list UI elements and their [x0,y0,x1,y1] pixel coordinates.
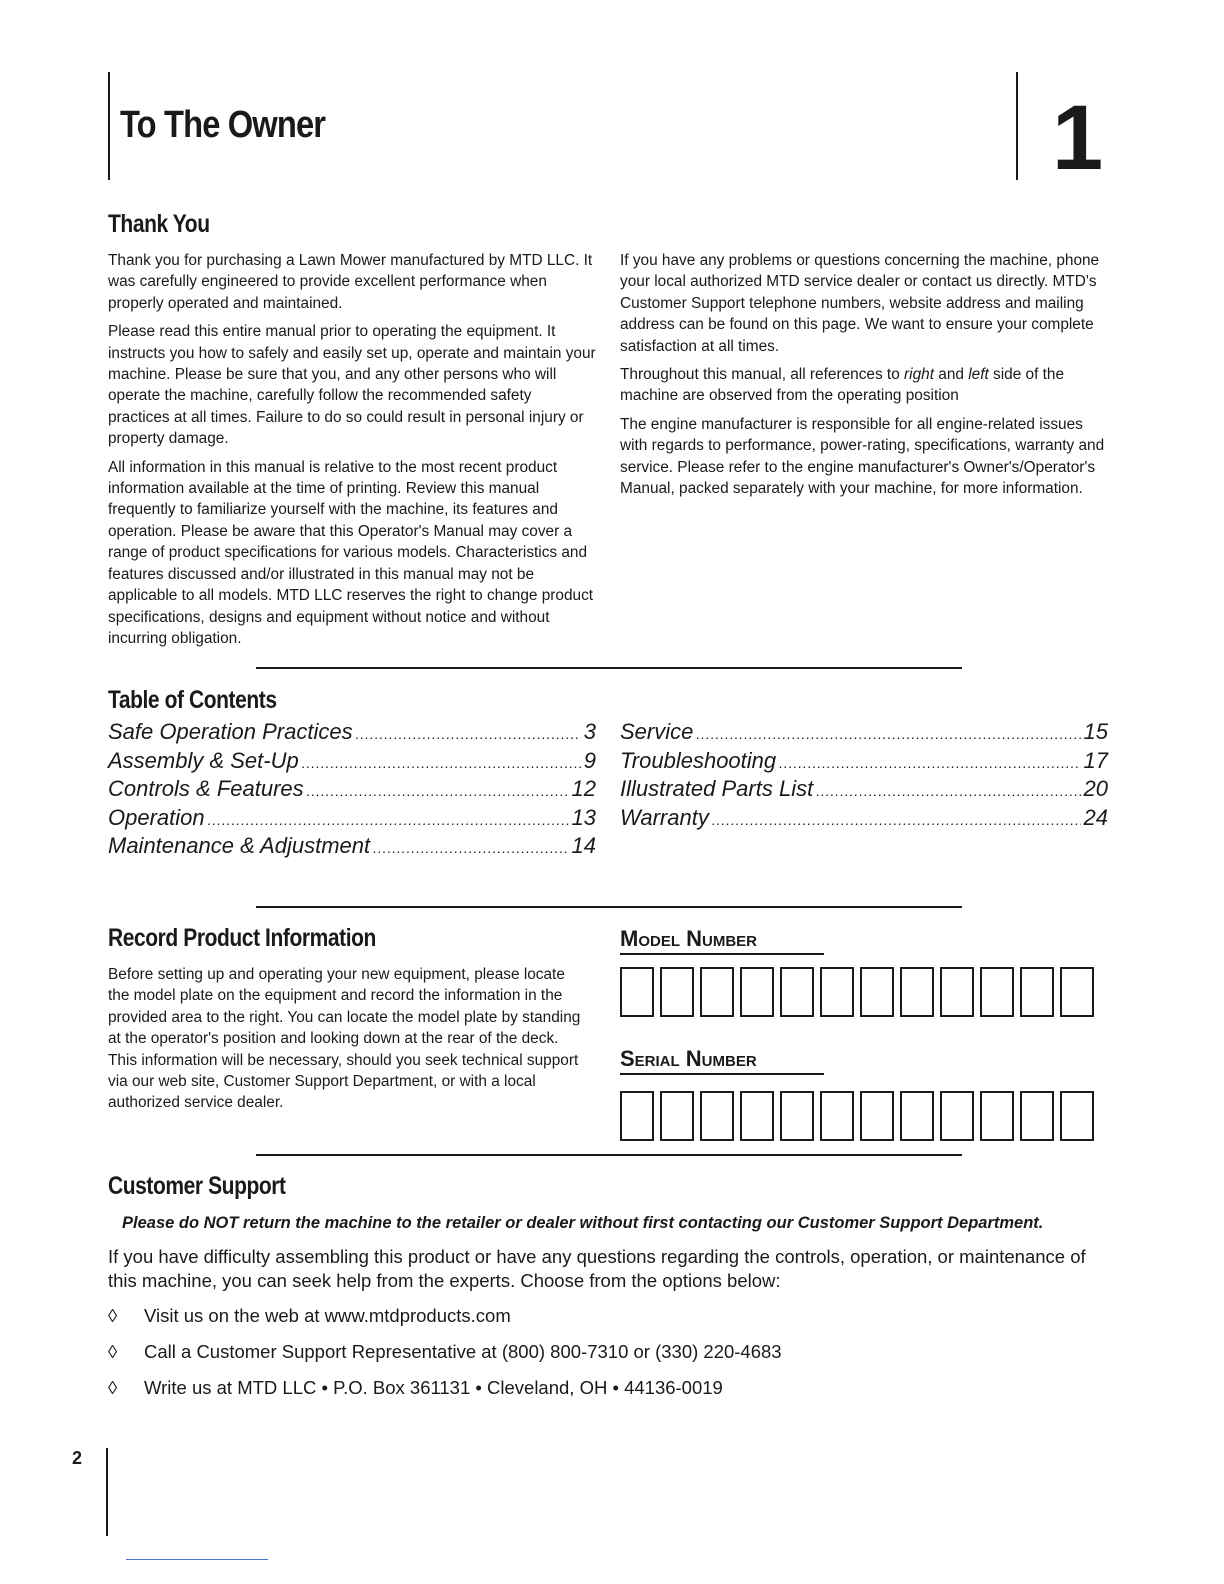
toc-leader-dots [307,775,569,806]
toc-left-column [108,718,596,861]
model-digit-box[interactable] [660,967,694,1017]
serial-digit-box[interactable] [660,1091,694,1141]
serial-digit-box[interactable] [940,1091,974,1141]
thank-you-left-column [108,250,596,656]
diamond-bullet-icon: ◊ [108,1305,118,1326]
toc-entry[interactable] [620,718,1108,747]
thank-you-paragraph: If you have any problems or questions concerning the machine, phone your local authorized MTD service dealer or contact us directly. MTD's Customer Support telephone numbers, website address and mailing address can be found on this page. We want to ensure your complete satisfaction at all times. [620,252,1100,355]
chapter-title: To The Owner [120,104,326,146]
model-digit-box[interactable] [700,967,734,1017]
toc-entry-title: Illustrated Parts List [620,776,814,801]
thank-you-paragraph-sides [620,364,1108,407]
header-right-bar [1016,72,1018,180]
sides-text-before: Throughout this manual, all references to [620,366,905,384]
model-digit-box[interactable] [860,967,894,1017]
toc-entry-title: Safe Operation Practices [108,719,353,744]
toc-leader-dots [696,718,1080,749]
toc-entry[interactable] [620,775,1108,804]
toc-entry-page: 17 [1083,747,1108,773]
toc-entry-title: Warranty [620,804,709,830]
model-digit-box[interactable] [620,967,654,1017]
toc-entry[interactable] [108,747,596,776]
support-notice: Please do NOT return the machine to the retailer or dealer without first contacting our Customer Support Department. [122,1214,1044,1232]
model-digit-box[interactable] [780,967,814,1017]
record-text: Before setting up and operating your new equipment, please locate the model plate on the equipment and record the information in the provided area to the right. You can locate the model plate by standing at the operator's position and looking down at the rear of the deck. This information will be necessary, should you seek technical support via our web site, Customer Support Department, or with a local authorized service dealer. [108,966,581,1112]
toc-leader-dots [302,747,581,778]
toc-entry-page: 15 [1083,719,1108,744]
toc-entry-page: 13 [571,804,596,830]
serial-number-label: Serial Number [620,1046,757,1071]
thank-you-paragraph: The engine manufacturer is responsible for all engine-related issues with regards to performance, power-rating, specifications, warranty and service. Please refer to the engine manufacturer's Owner's/Operator's Manual, packed separately with your machine, for more information. [620,415,1105,498]
support-option [108,1377,723,1399]
serial-digit-box[interactable] [900,1091,934,1141]
model-number-underline [620,953,824,955]
toc-entry-title: Service [620,719,694,744]
section-divider [256,667,962,669]
support-intro: If you have difficulty assembling this product or have any questions regarding the controls, operation, or maintenance of this machine, you can seek help from the experts. Choose from the options below: [108,1246,1086,1291]
serial-digit-box[interactable] [780,1091,814,1141]
footer-link-line [126,1559,268,1560]
diamond-bullet-icon: ◊ [108,1377,118,1398]
serial-digit-box[interactable] [1020,1091,1054,1141]
toc-entry[interactable] [108,804,596,833]
thank-you-right-column [620,250,1108,506]
toc-entry-title: Assembly & Set-Up [108,747,299,773]
support-option-text: Write us at MTD LLC • P.O. Box 361131 • Cleveland, OH • 44136-0019 [144,1377,723,1398]
thank-you-paragraph: Thank you for purchasing a Lawn Mower manufactured by MTD LLC. It was carefully engineered to provide excellent performance when properly operated and maintained. [108,252,593,312]
toc-entry-title: Troubleshooting [620,747,777,773]
section-divider [256,906,962,908]
thank-you-paragraph: Please read this entire manual prior to operating the equipment. It instructs you how to safely and easily set up, operate and maintain your machine. Please be sure that you, and any other persons who will operate the machine, carefully follow the recommended safety practices at all times. Failure to do so could result in personal injury or property damage. [108,323,596,448]
support-option-text[interactable]: Visit us on the web at www.mtdproducts.com [144,1305,511,1326]
header-left-bar [108,72,110,180]
thank-you-paragraph: All information in this manual is relative to the most recent product information available at the time of printing. Review this manual frequently to familiarize yourself with the machine, its features and operation. Please be aware that this Operator's Manual may cover a range of product specifications for various models. Characteristics and features discussed and/or illustrated in this manual may not be applicable to all models. MTD LLC reserves the right to change product specifications, designs and equipment without notice and without incurring obligation. [108,458,594,647]
toc-entry[interactable] [620,804,1108,833]
serial-number-underline [620,1073,824,1075]
toc-leader-dots [356,718,581,749]
toc-entry-title: Operation [108,804,205,830]
model-digit-box[interactable] [1060,967,1094,1017]
model-digit-box[interactable] [900,967,934,1017]
right-word: right [904,366,934,384]
section-divider [256,1154,962,1156]
model-number-boxes[interactable] [620,967,1094,1017]
toc-leader-dots [816,775,1080,806]
serial-digit-box[interactable] [980,1091,1014,1141]
support-option-text: Call a Customer Support Representative at (800) 800-7310 or (330) 220-4683 [144,1341,782,1362]
toc-leader-dots [208,804,569,835]
model-number-label: Model Number [620,926,757,951]
diamond-bullet-icon: ◊ [108,1341,118,1362]
chapter-number: 1 [1052,87,1104,189]
toc-entry[interactable] [108,775,596,804]
serial-digit-box[interactable] [620,1091,654,1141]
toc-leader-dots [712,804,1081,835]
toc-entry-title: Controls & Features [108,776,304,801]
sides-text-after: side of the machine are observed from the operating position [620,366,1065,405]
serial-digit-box[interactable] [860,1091,894,1141]
toc-leader-dots [373,832,568,863]
customer-support-heading: Customer Support [108,1172,286,1200]
support-option [108,1305,511,1327]
toc-entry-page: 24 [1083,804,1108,830]
toc-entry[interactable] [108,718,596,747]
sides-text-and: and [933,366,969,384]
serial-digit-box[interactable] [1060,1091,1094,1141]
serial-number-boxes[interactable] [620,1091,1094,1141]
record-heading: Record Product Information [108,924,376,952]
toc-entry-page: 9 [583,747,596,773]
model-digit-box[interactable] [980,967,1014,1017]
support-option [108,1341,782,1363]
toc-leader-dots [779,747,1080,778]
toc-entry[interactable] [620,747,1108,776]
toc-heading: Table of Contents [108,686,277,714]
serial-digit-box[interactable] [700,1091,734,1141]
toc-right-column [620,718,1108,832]
model-digit-box[interactable] [820,967,854,1017]
toc-entry[interactable] [108,832,596,861]
model-digit-box[interactable] [740,967,774,1017]
model-digit-box[interactable] [1020,967,1054,1017]
footer-bar [106,1448,108,1536]
thank-you-heading: Thank You [108,210,210,238]
model-digit-box[interactable] [940,967,974,1017]
toc-entry-page: 3 [583,719,596,744]
toc-entry-page: 20 [1083,776,1108,801]
toc-entry-page: 14 [571,833,596,858]
page-number: 2 [72,1448,83,1468]
toc-entry-page: 12 [571,776,596,801]
left-word: left [968,366,989,384]
toc-entry-title: Maintenance & Adjustment [108,833,371,858]
serial-digit-box[interactable] [740,1091,774,1141]
serial-digit-box[interactable] [820,1091,854,1141]
